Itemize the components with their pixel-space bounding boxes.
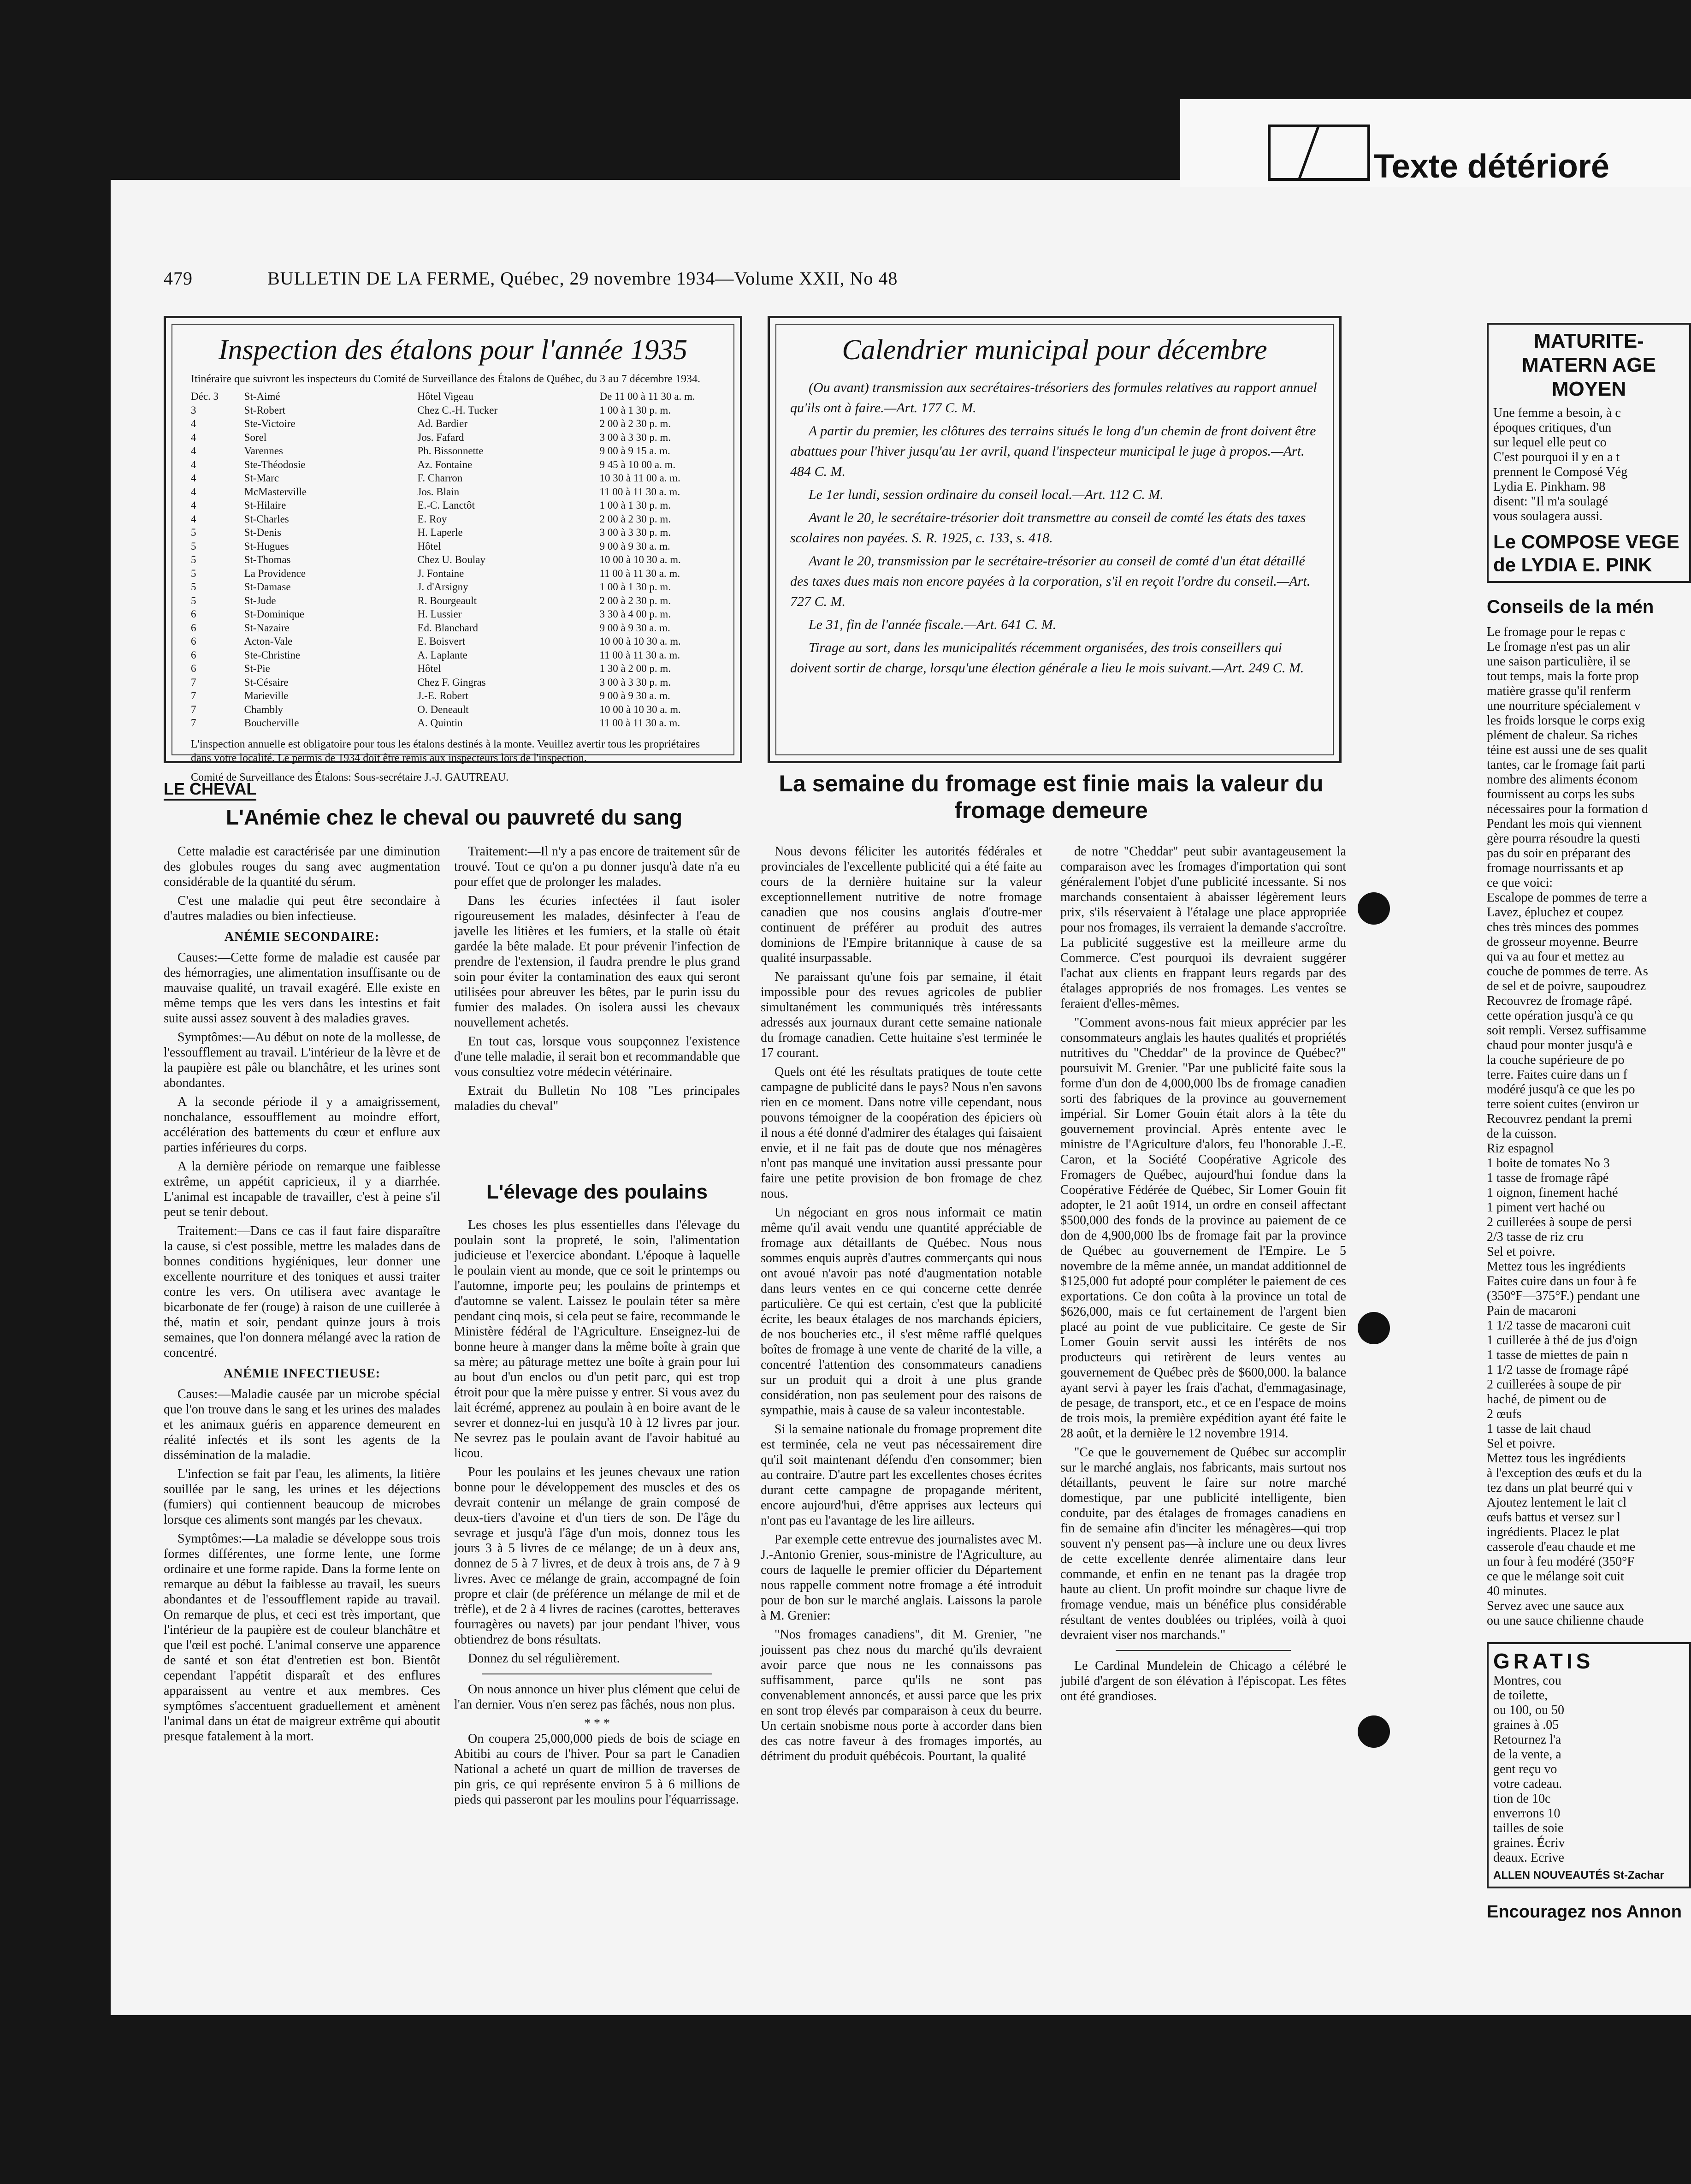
text-line: à l'exception des œufs et du la (1487, 1466, 1642, 1480)
inspection-cell: J. d'Arsigny (417, 581, 468, 593)
inspection-cell: 5 (191, 540, 196, 552)
inspection-cell: 3 (191, 404, 196, 416)
text-line: Lavez, épluchez et coupez (1487, 905, 1623, 920)
inspection-cell: E.-C. Lanctôt (417, 499, 475, 511)
inspection-row (191, 431, 715, 445)
text-line: chaud pour monter jusqu'à e (1487, 1038, 1633, 1052)
poulains-headline: L'élevage des poulains (486, 1181, 708, 1203)
inspection-cell: Hôtel Vigeau (417, 391, 473, 402)
inspection-cell: 9 00 à 9 15 a. m. (599, 445, 670, 457)
text-line: ce que voici: (1487, 876, 1553, 890)
inspection-row (191, 417, 715, 431)
fromage-headline: La semaine du fromage est finie mais la valeur du fromage demeure (779, 771, 1324, 823)
text-line: Pendant les mois qui viennent (1487, 817, 1642, 831)
gratis-line: tion de 10c (1493, 1792, 1551, 1806)
fromage-column-2 (1060, 844, 1346, 1941)
text-line: couche de pommes de terre. As (1487, 964, 1648, 979)
text-line: ou une sauce chilienne chaude (1487, 1614, 1644, 1628)
inspection-cell: Marieville (244, 690, 289, 701)
inspection-table (191, 390, 715, 730)
inspection-cell: 3 00 à 3 30 p. m. (599, 676, 671, 688)
stamp-label: Texte détérioré (1374, 148, 1609, 185)
inspection-cell: 4 (191, 458, 196, 470)
paragraph: L'infection se fait par l'eau, les aliments, la litière souillée par le sang, les urines et les déjections (fumiers) qui contiennent beaucoup de microbes lorsque ces aliments sont mangés par les chevaux. (164, 1467, 440, 1527)
paragraph: Causes:—Maladie causée par un microbe spécial que l'on trouve dans le sang et les urines des malades et les animaux guéris en apparence demeurent en réalité infectés et ils sont les agents de la dissémination de la maladie. (164, 1387, 440, 1462)
inspection-row (191, 512, 715, 526)
gratis-line: de la vente, a (1493, 1747, 1561, 1762)
inspection-cell: 6 (191, 649, 196, 661)
ad-line: vous soulagera aussi. (1493, 509, 1603, 523)
inspection-cell: Ed. Blanchard (417, 622, 478, 634)
inspection-cell: 4 (191, 445, 196, 457)
paragraph: "Nos fromages canadiens", dit M. Grenier, "ne jouissent pas chez nous du marché qu'ils devraient avoir parce que nous ne les connaissons pas suffisamment, parce qu'ils ne sont pas convenablement annoncés, et aussi parce que les prix en sont trop élevés par comparaison à ceux du beurre. Un certain snobisme nous porte à accorder dans bien des cas notre faveur à des fromages importés, au détriment du produit québécois. Pourtant, la qualité (761, 1627, 1042, 1763)
text-line: Riz espagnol (1487, 1141, 1554, 1156)
inspection-cell: J. Fontaine (417, 567, 464, 579)
right-column (1487, 323, 1691, 1922)
text-line: haché, de piment ou de (1487, 1392, 1606, 1407)
ad-title: MATURITE-MATERN AGE MOYEN (1522, 330, 1656, 400)
text-line: 1 tasse de lait chaud (1487, 1422, 1591, 1436)
gratis-line: Retournez l'a (1493, 1733, 1561, 1747)
calendar-item: Avant le 20, transmission par le secrétaire-trésorier au conseil de comté d'un état détaillé des taxes dues mais non encore payées à la corporation, s'il en reçoit l'ordre du conseil.—Art. 727 C. M. (790, 553, 1311, 609)
inspection-row (191, 689, 715, 703)
inspection-cell: 11 00 à 11 30 a. m. (599, 649, 680, 661)
text-line: 1 boite de tomates No 3 (1487, 1156, 1610, 1170)
paragraph: Nous devons féliciter les autorités fédérales et provinciales de l'excellente publicité qui a été faite au cours de la dernière huitaine sur la valeur exceptionnellement nutritive de notre fromage canadien que nos cousins anglais d'outre-mer continuent de préférer au produit des autres dominions de l'Empire britannique à cause de sa qualité insurpassable. (761, 844, 1042, 965)
text-line: 1 tasse de miettes de pain n (1487, 1348, 1628, 1362)
text-line: terre. Faites cuire dans un f (1487, 1068, 1627, 1082)
inspection-row (191, 580, 715, 594)
page-header (164, 267, 898, 289)
inspection-cell: 11 00 à 11 30 a. m. (599, 567, 680, 579)
inspection-row (191, 662, 715, 676)
inspection-cell: Hôtel (417, 540, 441, 552)
inspection-cell: Acton-Vale (244, 635, 293, 647)
inspection-cell: 4 (191, 499, 196, 511)
inspection-cell: De 11 00 à 11 30 a. m. (599, 391, 695, 402)
inspection-cell: 2 00 à 2 30 p. m. (599, 513, 671, 525)
gratis-line: Montres, cou (1493, 1674, 1561, 1688)
paragraph: Donnez du sel régulièrement. (468, 1651, 620, 1666)
text-line: tantes, car le fromage fait parti (1487, 758, 1645, 772)
gratis-line: graines. Écriv (1493, 1836, 1565, 1850)
inspection-cell: 6 (191, 622, 196, 634)
calendar-list (790, 378, 1319, 678)
inspection-row (191, 390, 715, 404)
inspection-row (191, 621, 715, 635)
inspection-cell: St-Aimé (244, 391, 280, 402)
punch-hole (1358, 1715, 1390, 1748)
paragraph: Quels ont été les résultats pratiques de toute cette campagne de publicité dans le pays? Nous n'en savons rien en ce moment. Dans notre ville cependant, nous pouvons témoigner de la coopération des épiciers où il nous a été donné d'admirer des étalages qui faisaient envie, et il ne fait pas de doute que nos ménagères n'ont pas manqué une invitation aussi pressante pour faire une petite provision de bon fromage de chez nous. (761, 1065, 1042, 1201)
inspection-cell: 7 (191, 717, 196, 729)
paragraph: Traitement:—Il n'y a pas encore de traitement sûr de trouvé. Tout ce qu'on a pu donner jusqu'à date n'a eu pour effet que de prolonger les malades. (454, 844, 740, 889)
calendar-item: (Ou avant) transmission aux secrétaires-trésoriers des formules relatives au rapport annuel qu'ils ont à faire.—Art. 177 C. M. (790, 380, 1317, 415)
paragraph: Pour les poulains et les jeunes chevaux une ration bonne pour le développement des muscles et des os devrait contenir un mélange de grain composé de deux-tiers d'avoine et d'un tiers de son. De l'âge du sevrage et jusqu'à l'âge d'un mois, donnez tous les jours 3 à 5 livres de ce mélange; de un à deux ans, donnez de 5 à 7 livres, et de deux à trois ans, de 7 à 9 livres. Avec ce mélange de grain, accompagné de foin propre et clair (de préférence un mélange de mil et de trèfle), et de 2 à 4 livres de racines (carottes, betteraves fourragères ou navets) par jour pendant l'hiver, vous obtiendrez de bons résultats. (454, 1465, 740, 1647)
text-line: (350°F—375°F.) pendant une (1487, 1289, 1640, 1303)
inspection-row (191, 553, 715, 567)
ad-line: C'est pourquoi il y en a t (1493, 450, 1620, 464)
text-line: terre soient cuites (environ ur (1487, 1097, 1639, 1111)
text-line: de grosseur moyenne. Beurre (1487, 935, 1638, 949)
inspection-cell: 4 (191, 418, 196, 429)
paragraph: A la dernière période on remarque une faiblesse extrême, un appétit capricieux, il y a diarrhée. L'animal est incapable de travailler, c'est à peine s'il peut se tenir debout. (164, 1159, 440, 1219)
inspection-cell: 4 (191, 472, 196, 484)
text-line: Faites cuire dans un four à fe (1487, 1274, 1637, 1288)
brief-hiver: On nous annonce un hiver plus clément que celui de l'an dernier. Vous n'en serez pas fâchés, nous non plus. (454, 1682, 740, 1712)
inspection-cell: Az. Fontaine (417, 458, 473, 470)
cheval-column-2 (454, 844, 740, 1167)
subhead-infectieuse: ANÉMIE INFECTIEUSE: (223, 1366, 381, 1381)
text-line: 40 minutes. (1487, 1584, 1547, 1598)
text-line: de la cuisson. (1487, 1127, 1557, 1141)
inspection-cell: H. Laperle (417, 527, 463, 538)
inspection-cell: Hôtel (417, 663, 441, 674)
inspection-cell: St-Césaire (244, 676, 289, 688)
inspection-row (191, 594, 715, 608)
inspection-row (191, 404, 715, 417)
ad-brand: Le COMPOSE VEGE de LYDIA E. PINK (1493, 531, 1679, 576)
text-line: matière grasse qu'il renferm (1487, 684, 1631, 698)
inspection-cell: Sorel (244, 431, 267, 443)
inspection-cell: 1 00 à 1 30 p. m. (599, 581, 671, 593)
text-line: Mettez tous les ingrédients (1487, 1451, 1626, 1466)
text-line: Le fromage pour le repas c (1487, 625, 1626, 639)
inspection-cell: St-Hilaire (244, 499, 286, 511)
inspection-row (191, 648, 715, 662)
paragraph: Si la semaine nationale du fromage proprement dite est terminée, cela ne veut pas nécessairement dire qu'il soit maintenant défendu d'en consommer; bien au contraire. D'autre part les excellentes choses écrites durant cette campagne de propagande méritent, encore aujourd'hui, d'être apprises aux lecteurs qui n'ont pas eu l'avantage de les lire ailleurs. (761, 1422, 1042, 1528)
inspection-row (191, 716, 715, 730)
inspection-cell: 1 00 à 1 30 p. m. (599, 499, 671, 511)
text-line: Recouvrez de fromage râpé. (1487, 994, 1632, 1008)
text-line: un four à feu modéré (350°F (1487, 1555, 1634, 1569)
gratis-line: gent reçu vo (1493, 1762, 1557, 1776)
inspection-cell: 3 30 à 4 00 p. m. (599, 608, 671, 620)
inspection-row (191, 458, 715, 472)
inspection-cell: 10 30 à 11 00 a. m. (599, 472, 680, 484)
inspection-row (191, 526, 715, 540)
text-line: fromage nourrissants et ap (1487, 861, 1624, 875)
text-line: fournissent au corps les subs (1487, 787, 1635, 801)
inspection-cell: 5 (191, 527, 196, 538)
text-line: pas du soir en préparant des (1487, 846, 1631, 861)
inspection-row (191, 485, 715, 499)
text-line: œufs battus et versez sur l (1487, 1510, 1621, 1525)
inspection-cell: 7 (191, 676, 196, 688)
brief-abitibi: On coupera 25,000,000 pieds de bois de sciage en Abitibi au cours de l'hiver. Pour sa part le Canadien National a acheté un quart de million de traverses de pin gris, ce qui représente environ 5 à 6 millions de pieds qui passeront par les moulins pour l'équarrissage. (454, 1732, 740, 1807)
inspection-cell: 10 00 à 10 30 a. m. (599, 554, 681, 565)
calendar-item: Tirage au sort, dans les municipalités récemment organisées, des trois conseillers qui doivent sortir de charge, lorsqu'une élection générale a lieu le mois suivant.—Art. 249 C. M. (790, 640, 1304, 676)
text-line: 2 œufs (1487, 1407, 1522, 1421)
paragraph: Symptômes:—La maladie se développe sous trois formes différentes, une forme lente, une forme ordinaire et une forme rapide. Dans la forme lente on remarque au début la faiblesse au travail, les sueurs abondantes et de l'essoufflement rapide au travail. On remarque de plus, et ceci est très important, que l'intérieur de la paupière est de couleur blanchâtre et que l'œil est poché. L'animal conserve une apparence de santé et son état d'entretien est bon. Bientôt cependant l'appétit disparaît et des enflures apparaissent au ventre et aux membres. Ces symptômes s'accentuent graduellement et amènent l'animal dans un état de maigreur extrême qui aboutit presque fatalement à la mort. (164, 1531, 440, 1744)
inspection-cell: 6 (191, 608, 196, 620)
inspection-cell: A. Quintin (417, 717, 463, 729)
inspection-cell: Ste-Christine (244, 649, 301, 661)
inspection-cell: 10 00 à 10 30 a. m. (599, 703, 681, 715)
inspection-cell: Ad. Bardier (417, 418, 467, 429)
calendar-box (768, 316, 1342, 763)
inspection-cell: Varennes (244, 445, 283, 457)
text-line: casserole d'eau chaude et me (1487, 1540, 1636, 1554)
text-line: ches très minces des pommes (1487, 920, 1639, 934)
text-line: nombre des aliments économ (1487, 772, 1638, 787)
text-line: 1 piment vert haché ou (1487, 1200, 1605, 1215)
text-line: Le fromage n'est pas un alir (1487, 640, 1630, 654)
inspection-cell: Jos. Blain (417, 486, 460, 498)
text-line: une saison particulière, il se (1487, 654, 1631, 669)
text-line: Escalope de pommes de terre a (1487, 890, 1647, 905)
inspection-cell: E. Boisvert (417, 635, 465, 647)
fromage-column-1 (761, 844, 1042, 1941)
inspection-row (191, 567, 715, 581)
paragraph: En tout cas, lorsque vous soupçonnez l'existence d'une telle maladie, il serait bon et recommandable que vous consultiez votre médecin vétérinaire. (454, 1034, 740, 1079)
gratis-footer: ALLEN NOUVEAUTÉS St-Zachar (1493, 1869, 1664, 1881)
inspection-cell: St-Charles (244, 513, 289, 525)
inspection-cell: 2 00 à 2 30 p. m. (599, 594, 671, 606)
inspection-cell: 1 00 à 1 30 p. m. (599, 404, 671, 416)
masthead: BULLETIN DE LA FERME, Québec, 29 novembre 1934—Volume XXII, No 48 (267, 268, 898, 289)
text-line: qui va au four et mettez au (1487, 950, 1625, 964)
inspection-row (191, 607, 715, 621)
text-line: les froids lorsque le corps exig (1487, 713, 1645, 728)
paragraph: Dans les écuries infectées il faut isoler rigoureusement les malades, désinfecter à l'eau de javelle les litières et les fumiers, et la stalle où était gardée la bête malade. Et pour prévenir l'infection de prendre de l'extension, il faudra prendre le plus grand soin pour éviter la contamination des eaux qui seront utilisées pour abreuver les bêtes, par le purin issu du fumier des malades. On isolera aussi les chevaux nouvellement achetés. (454, 894, 740, 1030)
text-line: la couche supérieure de po (1487, 1053, 1625, 1067)
inspection-cell: 7 (191, 690, 196, 701)
inspection-cell: R. Bourgeault (417, 594, 477, 606)
cheval-headline: L'Anémie chez le cheval ou pauvreté du sang (225, 805, 682, 829)
conseils-title: Conseils de la mén (1487, 597, 1654, 617)
inspection-cell: St-Damase (244, 581, 291, 593)
inspection-cell: A. Laplante (417, 649, 467, 661)
gratis-line: ou 100, ou 50 (1493, 1703, 1564, 1717)
text-line: 2 cuillerées à soupe de pir (1487, 1377, 1621, 1392)
separator: * * * (584, 1716, 610, 1731)
paragraph: Par exemple cette entrevue des journalistes avec M. J.-Antonio Grenier, sous-ministre de l'Agriculture, au cours de laquelle le premier officier du Département nous rappelle comment notre fromage a été introduit pour de bon sur le marché anglais. Laissons la parole à M. Grenier: (761, 1532, 1042, 1623)
inspection-cell: Chez C.-H. Tucker (417, 404, 498, 416)
gratis-line: enverrons 10 (1493, 1806, 1561, 1821)
poulains-column (454, 1217, 740, 1941)
text-line: ce que le mélange soit cuit (1487, 1569, 1624, 1584)
inspection-cell: 5 (191, 594, 196, 606)
text-line: modéré jusqu'à ce que les po (1487, 1082, 1635, 1097)
inspection-cell: 5 (191, 581, 196, 593)
inspection-cell: La Providence (244, 567, 306, 579)
text-line: 1 1/2 tasse de fromage râpé (1487, 1363, 1629, 1377)
inspection-cell: 7 (191, 703, 196, 715)
inspection-cell: Déc. 3 (191, 391, 219, 402)
text-line: cette opération jusqu'à ce qu (1487, 1009, 1633, 1023)
text-line: 1 cuillerée à thé de jus d'oign (1487, 1333, 1638, 1347)
text-line: 2 cuillerées à soupe de persi (1487, 1215, 1632, 1229)
inspection-cell: St-Jude (244, 594, 276, 606)
paragraph: de notre "Cheddar" peut subir avantageusement la comparaison avec les fromages d'importation qui sont généralement l'objet d'une publicité incessante. Si nos marchands consentaient à abaisser légèrement leurs prix, s'ils réservaient à l'étalage une place appropriée pour nos fromages, ils verraient la demande s'accroître. La publicité suggestive est la meilleure arme du Commerce. C'est pourquoi ils devraient suggérer l'achat aux clients en frappant leurs regards par des étalages appropriés de nos fromages. Les ventes se feraient d'elles-mêmes. (1060, 844, 1346, 1011)
paragraph: Extrait du Bulletin No 108 "Les principales maladies du cheval" (454, 1084, 740, 1113)
calendar-item: A partir du premier, les clôtures des terrains situés le long d'un chemin de front doivent être abattues pour l'hiver jusqu'au 1er avril, quand l'inspecteur municipal le juge à propos.—Art. 484 C. M. (790, 423, 1316, 479)
text-line: 1 tasse de fromage râpé (1487, 1171, 1609, 1185)
inspection-cell: Boucherville (244, 717, 299, 729)
inspection-cell: St-Nazaire (244, 622, 290, 634)
calendar-item: Avant le 20, le secrétaire-trésorier doit transmettre au conseil de comté les états des taxes scolaires non payées. S. R. 1925, c. 133, s. 418. (790, 510, 1306, 546)
inspection-cell: 3 00 à 3 30 p. m. (599, 431, 671, 443)
text-line: Mettez tous les ingrédients (1487, 1259, 1626, 1274)
ad-line: Une femme a besoin, à c (1493, 406, 1621, 420)
pinkham-ad (1487, 323, 1691, 583)
text-line: tout temps, mais la forte prop (1487, 669, 1639, 683)
paragraph: "Comment avons-nous fait mieux apprécier par les consommateurs anglais les hautes qualités et propriétés nutritives du "Cheddar" de la province de Québec?" poursuivit M. Grenier. "Par une publicité faite sous la forme d'un don de 4,000,000 lbs de fromage canadien sorti des fabriques de la province au gouvernement impérial. Sir Lomer Gouin était alors à la tête du gouvernement provincial. Après entente avec le ministre de l'Agriculture d'alors, feu l'honorable J.-E. Caron, et la Société Coopérative Agricole des Fromagers de Québec, aujourd'hui fondue dans la Coopérative Fédérée de Québec, Sir Lomer Gouin fit adopter, le 21 août 1914, un ordre en conseil affectant $500,000 des fonds de la province au paiement de ce don de 4,900,000 lbs de fromage fait par la province de Québec au gouvernement de l'Empire. Le 5 novembre de la même année, un mandat additionnel de $125,000 fut adopté pour compléter le paiement de ces exportations. Ce don coûta à la province un total de $626,000, mais ce fut certainement de l'argent bien placé au point de vue publicitaire. Ce geste de Sir Lomer Gouin servit aussi les intérêts de nos producteurs qui retirèrent de leurs ventes au gouvernement de Québec près de $600,000. la balance ayant servi à payer les frais d'achat, d'emmagasinage, de pesage, de transport, etc., et ce en l'espace de moins de trois mois, la première expédition ayant été faite le 28 août, et la dernière le 12 novembre 1914. (1060, 1015, 1346, 1441)
inspection-cell: 6 (191, 635, 196, 647)
inspection-intro: Itinéraire que suivront les inspecteurs du Comité de Surveillance des Étalons de Québec, du 3 au 7 décembre 1934. (191, 373, 700, 385)
text-line: Pain de macaroni (1487, 1304, 1577, 1318)
inspection-cell: Ste-Victoire (244, 418, 296, 429)
text-line: Ajoutez lentement le lait cl (1487, 1496, 1627, 1510)
inspection-row (191, 499, 715, 512)
page-number: 479 (164, 268, 193, 289)
text-line: Sel et poivre. (1487, 1436, 1555, 1451)
inspection-cell: McMasterville (244, 486, 307, 498)
gratis-line: votre cadeau. (1493, 1777, 1562, 1791)
text-line: Sel et poivre. (1487, 1245, 1555, 1259)
text-line: Recouvrez pendant la premi (1487, 1112, 1632, 1126)
text-line: 1 1/2 tasse de macaroni cuit (1487, 1318, 1631, 1333)
inspection-cell: St-Dominique (244, 608, 304, 620)
inspection-row (191, 471, 715, 485)
subhead-secondaire: ANÉMIE SECONDAIRE: (224, 930, 380, 944)
paragraph: Les choses les plus essentielles dans l'élevage du poulain sont la propreté, le soin, l'alimentation judicieuse et l'exercice abondant. L'époque à laquelle le poulain vient au monde, que ce soit le printemps ou l'automne, importe peu; les poulains de printemps et d'automne se valent. Laissez le poulain téter sa mère pendant cinq mois, si cela peut se faire, recommande le Ministère fédéral de l'Agriculture. Enseignez-lui de bonne heure à manger dans la même boîte à grain que sa mère; au pâturage mettez une boîte à grain pour lui au bout d'un enclos ou d'un petit parc, qui est trop étroit pour que la mère puisse y entrer. Si vous avez du lait écrémé, apprenez au poulain à en boire avant de le sevrer et donnez-lui en jusqu'à 10 à 12 livres par jour. Ne sevrez pas le poulain avant de l'avoir habitué au licou. (454, 1218, 740, 1460)
ad-line: sur lequel elle peut co (1493, 435, 1607, 450)
inspection-cell: Ph. Bissonnette (417, 445, 484, 457)
inspection-cell: St-Hugues (244, 540, 289, 552)
gratis-line: de toilette, (1493, 1688, 1548, 1703)
inspection-title: Inspection des étalons pour l'année 1935 (218, 334, 688, 366)
paragraph: C'est une maladie qui peut être secondaire à d'autres maladies ou bien infectieuse. (164, 894, 440, 923)
inspection-cell: 5 (191, 567, 196, 579)
inspection-signature: Comité de Surveillance des Étalons: Sous-secrétaire J.-J. GAUTREAU. (191, 771, 509, 783)
inspection-cell: Ste-Théodosie (244, 458, 306, 470)
inspection-cell: St-Pie (244, 663, 270, 674)
inspection-row (191, 635, 715, 648)
gratis-ad (1487, 1642, 1691, 1888)
calendar-title: Calendrier municipal pour décembre (842, 334, 1267, 366)
inspection-cell: Chez U. Boulay (417, 554, 485, 565)
right-footer: Encouragez nos Annon (1487, 1902, 1682, 1922)
text-line: gère pourra résoudre la questi (1487, 831, 1640, 846)
inspection-row (191, 444, 715, 458)
punch-hole (1358, 1312, 1390, 1344)
paragraph: A la seconde période il y a amaigrissement, nonchalance, essoufflement au moindre effort, accélération des battements du cœur et enflure aux parties inférieures du corps. (164, 1095, 440, 1155)
gratis-line: graines à .05 (1493, 1718, 1559, 1732)
inspection-cell: H. Lussier (417, 608, 462, 620)
paragraph: Traitement:—Dans ce cas il faut faire disparaître la cause, si c'est possible, mettre les malades dans de bonnes conditions hygiéniques, leur donner une excellente nourriture et des toniques et aussi traiter contre les vers. On utilisera avec avantage le bicarbonate de fer (rouge) à raison de une cuillerée à thé, matin et soir, pendant quinze jours à trois semaines, que l'on donnera mélangé avec la ration de concentré. (164, 1224, 440, 1360)
calendar-item: Le 31, fin de l'année fiscale.—Art. 641 C. M. (809, 617, 1057, 632)
inspection-note: L'inspection annuelle est obligatoire pour tous les étalons destinés à la monte. Veuillez avertir tous les propriétaires dans votre localité. Le permis de 1934 doit être remis aux inspecteurs lors de l'inspection. (191, 738, 700, 764)
inspection-row (191, 676, 715, 689)
paragraph: Un négociant en gros nous informait ce matin même qu'il avait vendu une quantité appréciable de fromage aux détaillants de Québec. Nous nous sommes enquis auprès d'autres commerçants qui nous ont avoué n'avoir pas noté d'augmentation notable dans leurs ventes en ce qui concerne cette denrée particulière. Ce qui est certain, c'est que la publicité écrite, les beaux étalages de nos marchands épiciers, de nos boucheries etc., il s'est même rafflé quelques boîtes de fromage à une vente de charité de la ville, a concentré l'attention des consommateurs canadiens sur un produit qui a droit à une plus grande considération, non pas seulement pour des raisons de sympathie, mais à cause de sa valeur incontestable. (761, 1205, 1042, 1418)
inspection-cell: 6 (191, 663, 196, 674)
paragraph: "Ce que le gouvernement de Québec sur accomplir sur le marché anglais, nos fabricants, mais surtout nos détaillants, peuvent le faire sur notre marché domestique, par une publicité intelligente, bien conduite, par des étalages de fromages canadiens en fin de semaine afin d'inciter les ménagères—qui trop souvent n'y pensent pas—à inclure une ou deux livres de cette excellente denrée alimentaire dans leur commande, et enfin en ne tenant pas la dragée trop haute au client. Un profit moindre sur chaque livre de fromage vendue, mais un bénéfice plus considérable résultant de ventes doublées ou triplées, voilà à quoi devraient viser nos marchands." (1060, 1445, 1346, 1642)
inspection-cell: 9 45 à 10 00 a. m. (599, 458, 676, 470)
inspection-cell: 11 00 à 11 30 a. m. (599, 717, 680, 729)
inspection-cell: St-Denis (244, 527, 282, 538)
gratis-line: tailles de soie (1493, 1821, 1564, 1835)
inspection-cell: 4 (191, 486, 196, 498)
text-line: Servez avec une sauce aux (1487, 1599, 1625, 1613)
paragraph: Symptômes:—Au début on note de la mollesse, de l'essoufflement au travail. L'intérieur de la lèvre et de la paupière est pâle ou blanchâtre, et les urines sont abondantes. (164, 1030, 440, 1090)
inspection-cell: 9 00 à 9 30 a. m. (599, 690, 670, 701)
inspection-cell: 1 30 à 2 00 p. m. (599, 663, 671, 674)
inspection-cell: 10 00 à 10 30 a. m. (599, 635, 681, 647)
inspection-row (191, 703, 715, 717)
text-line: 1 oignon, finement haché (1487, 1186, 1618, 1200)
inspection-cell: J.-E. Robert (417, 690, 468, 701)
cheval-column-1 (164, 844, 440, 1941)
section-label: LE CHEVAL (164, 779, 256, 801)
gratis-title: GRATIS (1493, 1649, 1594, 1673)
text-line: ingrédients. Placez le plat (1487, 1525, 1620, 1539)
paragraph: Cette maladie est caractérisée par une diminution des globules rouges du sang avec augmentation considérable de la quantité du sérum. (164, 844, 440, 889)
inspection-cell: 4 (191, 513, 196, 525)
inspection-box (164, 316, 742, 783)
inspection-cell: Chambly (244, 703, 283, 715)
paragraph: Ne paraissant qu'une fois par semaine, il était impossible pour des revues agricoles de publier simultanément les communiqués très intéressants adressés aux journaux durant cette semaine nationale du fromage canadien. Cette huitaine s'est terminée le 17 courant. (761, 970, 1042, 1060)
ad-line: disent: "Il m'a soulagé (1493, 494, 1608, 509)
inspection-cell: F. Charron (417, 472, 463, 484)
deteriorated-text-stamp (1180, 99, 1691, 187)
stamp-logo-icon (1268, 125, 1370, 181)
inspection-cell: St-Robert (244, 404, 286, 416)
inspection-cell: St-Thomas (244, 554, 291, 565)
inspection-cell: 2 00 à 2 30 p. m. (599, 418, 671, 429)
ad-line: époques critiques, d'un (1493, 421, 1612, 435)
inspection-cell: 5 (191, 554, 196, 565)
text-line: 2/3 tasse de riz cru (1487, 1230, 1584, 1244)
inspection-cell: Jos. Fafard (417, 431, 464, 443)
inspection-cell: 9 00 à 9 30 a. m. (599, 622, 670, 634)
punch-hole (1358, 892, 1390, 925)
text-line: soit rempli. Versez suffisamme (1487, 1023, 1646, 1038)
ad-line: Lydia E. Pinkham. 98 (1493, 480, 1606, 494)
ad-line: prennent le Composé Vég (1493, 465, 1628, 479)
text-line: de sel et de poivre, saupoudrez (1487, 979, 1646, 993)
text-line: plément de chaleur. Sa riches (1487, 728, 1638, 742)
inspection-row (191, 540, 715, 553)
inspection-cell: E. Roy (417, 513, 447, 525)
cardinal-brief: Le Cardinal Mundelein de Chicago a célébré le jubilé d'argent de son élévation à l'épiscopat. Les fêtes ont été grandioses. (1060, 1659, 1346, 1703)
text-line: nécessaires pour la formation d (1487, 802, 1648, 816)
gratis-line: deaux. Ecrive (1493, 1851, 1564, 1865)
text-line: une nourriture spécialement v (1487, 699, 1641, 713)
inspection-cell: O. Deneault (417, 703, 469, 715)
inspection-cell: 9 00 à 9 30 a. m. (599, 540, 670, 552)
inspection-cell: St-Marc (244, 472, 279, 484)
text-line: tez dans un plat beurré qui v (1487, 1481, 1633, 1495)
inspection-cell: 3 00 à 3 30 p. m. (599, 527, 671, 538)
calendar-item: Le 1er lundi, session ordinaire du conseil local.—Art. 112 C. M. (809, 487, 1164, 502)
inspection-cell: Chez F. Gingras (417, 676, 486, 688)
paragraph: Causes:—Cette forme de maladie est causée par des hémorragies, une alimentation insuffisante ou de mauvaise qualité, un travail exagéré. Elle existe en même temps que les vers dans les intestins et fait suite aussi assez souvent à des maladies graves. (164, 950, 440, 1026)
text-line: téine est aussi une de ses qualit (1487, 743, 1648, 757)
inspection-cell: 11 00 à 11 30 a. m. (599, 486, 680, 498)
inspection-cell: 4 (191, 431, 196, 443)
